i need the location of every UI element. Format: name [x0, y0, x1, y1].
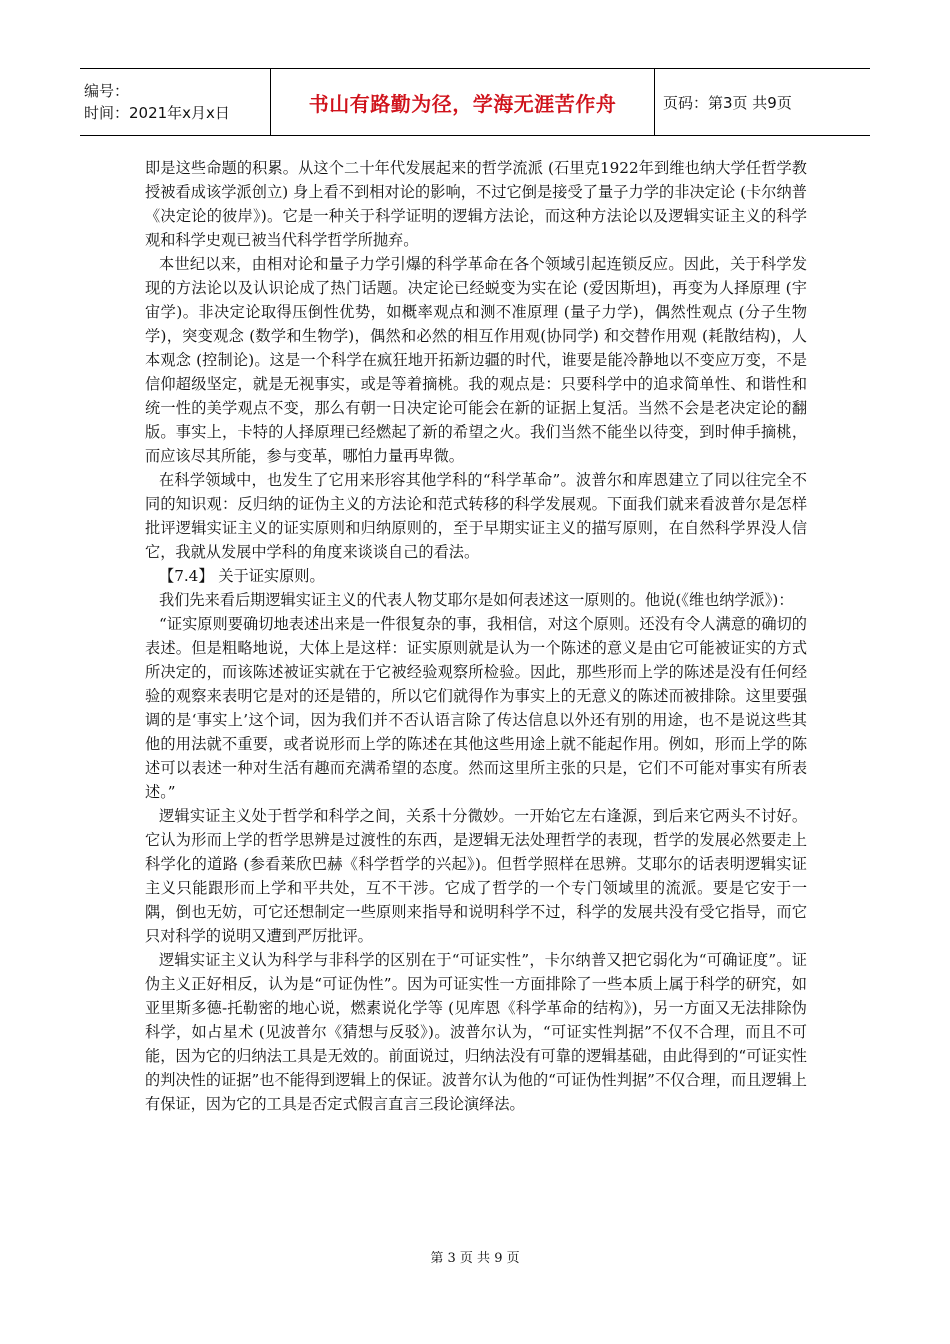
paragraph: 本世纪以来，由相对论和量子力学引爆的科学革命在各个领域引起连锁反应。因此，关于科学发现的方法论以及认识论成了热门话题。决定论已经蜕变为实在论 (爱因斯坦)，再变为人择原理 (宇宙学)。非决定论取得压倒性优势，如概率观点和测不准原理 (量子力学)，偶然性观点 (分子生物学)，突变观念 (数学和生物学)，偶然和必然的相互作用观(协同学) 和交替作用观 (耗散结构)，人本观念 (控制论)。这是一个科学在疯狂地开拓新边疆的时代，谁要是能冷静地以不变应万变，不是信仰超级坚定，就是无视事实，或是等着摘桃。我的观点是：只要科学中的追求简单性、和谐性和统一性的美学观点不变，那么有朝一日决定论可能会在新的证据上复活。当然不会是老决定论的翻版。事实上，卡特的人择原理已经燃起了新的希望之火。我们当然不能坐以待变，到时伸手摘桃，而应该尽其所能，参与变革，哪怕力量再卑微。 [145, 255, 807, 465]
document-date: 时间：2021年x月x日 [84, 104, 230, 122]
document-number-label: 编号： [84, 82, 130, 100]
paragraph: 在科学领域中，也发生了它用来形容其他学科的“科学革命”。波普尔和库恩建立了同以往完全不同的知识观：反归纳的证伪主义的方法论和范式转移的科学发展观。下面我们就来看波普尔是怎样批评逻辑实证主义的证实原则和归纳原则的，至于早期实证主义的描写原则，在自然科学界没人信它，我就从发展中学科的角度来谈谈自己的看法。 [145, 471, 807, 561]
header-page-number: 页码：第3页 共9页 [663, 93, 792, 112]
paragraph: 逻辑实证主义处于哲学和科学之间，关系十分微妙。一开始它左右逢源，到后来它两头不讨好。它认为形而上学的哲学思辨是过渡性的东西，是逻辑无法处理哲学的表现，哲学的发展必然要走上科学化的道路 (参看莱欣巴赫《科学哲学的兴起》)。但哲学照样在思辨。艾耶尔的话表明逻辑实证主义只能跟形而上学和平共处，互不干涉。它成了哲学的一个专门领域里的流派。要是它安于一隅，倒也无妨，可它还想制定一些原则来指导和说明科学不过，科学的发展共没有受它指导，而它只对科学的说明又遭到严厉批评。 [145, 807, 807, 945]
page-footer: 第 3 页 共 9 页 [430, 1251, 520, 1266]
paragraph: 逻辑实证主义认为科学与非科学的区别在于“可证实性”，卡尔纳普又把它弱化为“可确证度”。证伪主义正好相反，认为是“可证伪性”。因为可证实性一方面排除了一些本质上属于科学的研究，如亚里斯多德-托勒密的地心说，燃素说化学等 (见库恩《科学革命的结构》)，另一方面又无法排除伪科学，如占星术 (见波普尔《猜想与反驳》)。波普尔认为，“可证实性判据”不仅不合理，而且不可能，因为它的归纳法工具是无效的。前面说过，归纳法没有可靠的逻辑基础，由此得到的“可证实性的判决性的证据”也不能得到逻辑上的保证。波普尔认为他的“可证伪性判据”不仅合理，而且逻辑上有保证，因为它的工具是否定式假言直言三段论演绎法。 [145, 951, 807, 1113]
header-motto: 书山有路勤为径，学海无涯苦作舟 [308, 91, 617, 116]
paragraph: 即是这些命题的积累。从这个二十年代发展起来的哲学流派 (石里克1922年到维也纳大学任哲学教授被看成该学派创立) 身上看不到相对论的影响，不过它倒是接受了量子力学的非决定论 (卡尔纳普《决定论的彼岸》)。它是一种关于科学证明的逻辑方法论，而这种方法论以及逻辑实证主义的科学观和科学史观已被当代科学哲学所抛弃。 [145, 159, 807, 249]
paragraph: 我们先来看后期逻辑实证主义的代表人物艾耶尔是如何表述这一原则的。他说(《维也纳学派》)： [159, 591, 794, 609]
quotation: “证实原则要确切地表述出来是一件很复杂的事，我相信，对这个原则。还没有令人满意的确切的表述。但是粗略地说，大体上是这样：证实原则就是认为一个陈述的意义是由它可能被证实的方式所决定的，而该陈述被证实就在于它被经验观察所检验。因此，那些形而上学的陈述是没有任何经验的观察来表明它是对的还是错的，所以它们就得作为事实上的无意义的陈述而被排除。这里要强调的是‘事实上’这个词，因为我们并不否认语言除了传达信息以外还有别的用途，也不是说这些其他的用法就不重要，或者说形而上学的陈述在其他这些用途上就不能起作用。例如，形而上学的陈述可以表述一种对生活有趣而充满希望的态度。然而这里所主张的只是，它们不可能对事实有所表述。” [145, 615, 807, 801]
header-page-cell [655, 69, 870, 135]
page-header [80, 68, 870, 136]
document-body [145, 156, 807, 1116]
section-heading: 【7.4】 关于证实原则。 [159, 567, 325, 585]
header-motto-cell [270, 69, 655, 135]
header-meta [80, 69, 270, 135]
